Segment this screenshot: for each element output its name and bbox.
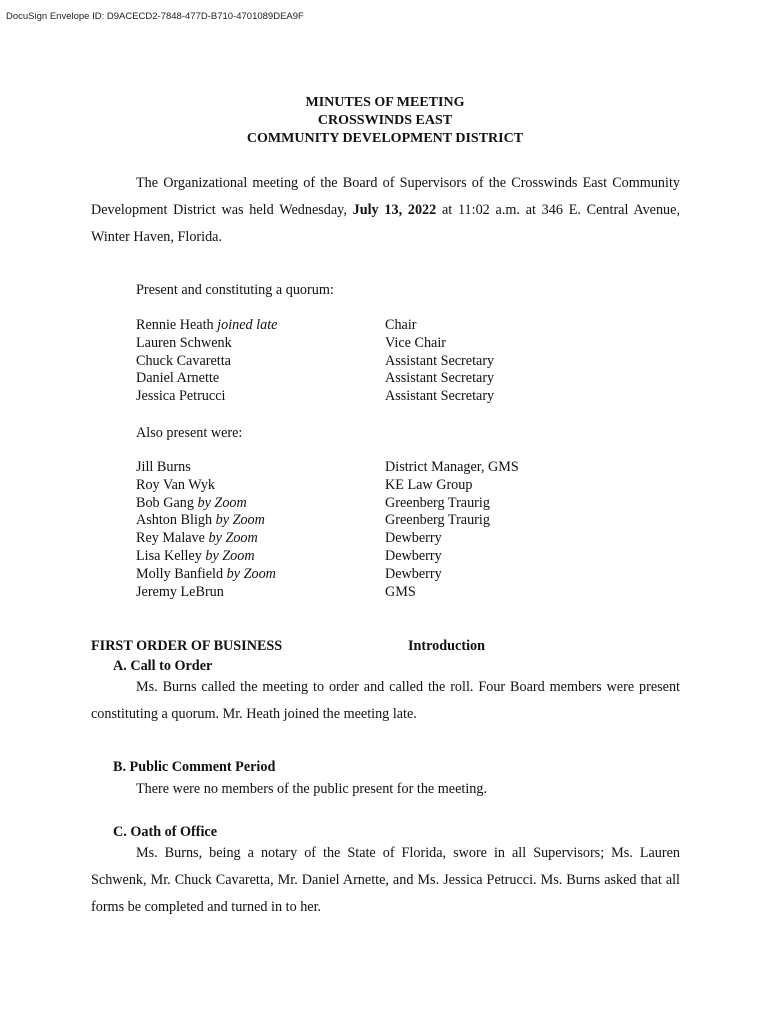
first-order-topic: Introduction [408,638,485,654]
quorum-attendee-role: Vice Chair [385,334,446,351]
also-attendee-role: Dewberry [385,565,442,582]
section-b-text: There were no members of the public present for the meeting. [136,781,488,797]
intro-text-after: at 11:02 a.m. at 346 E. Central Avenue, Winter Haven, Florida. [91,202,680,245]
meeting-date: July 13, 2022 [352,202,437,218]
title-line-3: COMMUNITY DEVELOPMENT DISTRICT [246,131,524,146]
attendee-name: Jeremy LeBrun [136,583,224,600]
quorum-label: Present and constituting a quorum: [136,282,334,298]
also-attendee-role: Greenberg Traurig [385,512,490,529]
also-attendee-name [136,495,247,512]
attendance-note: by Zoom [193,494,247,511]
section-b-heading: B. Public Comment Period [113,759,276,775]
also-attendee-role: District Manager, GMS [385,459,519,475]
attendance-note: by Zoom [212,512,265,529]
attendee-name: Chuck Cavaretta [136,352,231,369]
also-attendee-role: KE Law Group [385,476,473,493]
also-present-label: Also present were: [136,425,243,441]
attendee-name: Daniel Arnette [136,370,220,387]
attendee-name: Bob Gang [136,494,194,511]
section-c-heading: C. Oath of Office [113,824,218,840]
quorum-attendee-role: Chair [385,317,417,333]
attendee-name: Jill Burns [136,459,191,475]
also-attendee-name [136,566,276,583]
also-attendee-role: Greenberg Traurig [385,494,490,511]
attendee-name: Ashton Bligh [136,512,213,529]
section-c-text: Ms. Burns, being a notary of the State of Florida, swore in all Supervisors; Ms. Lauren Schwenk, Mr. Chuck Cavaretta, Mr. Daniel Arnette, and Ms. Jessica Petrucci. Ms. Burns asked that all forms be completed and turned in to her. [91,845,680,915]
quorum-attendee-name [136,317,277,334]
section-a-heading: A. Call to Order [113,658,213,674]
attendance-note: by Zoom [201,548,255,564]
quorum-attendee-name [136,370,219,387]
attendee-name: Roy Van Wyk [136,476,216,493]
also-attendee-role: Dewberry [385,548,442,564]
attendance-note: by Zoom [223,565,276,582]
document-title [0,94,770,148]
attendee-name: Lauren Schwenk [136,334,232,351]
attendee-name: Lisa Kelley [136,548,202,564]
also-attendee-name [136,512,265,529]
first-order-heading: FIRST ORDER OF BUSINESS [91,638,283,654]
intro-paragraph [91,170,680,251]
intro-text-before: The Organizational meeting of the Board of Supervisors of the Crosswinds East Community Development District was held Wednesday, [91,175,680,218]
quorum-attendee-name [136,353,231,370]
also-attendee-name [136,477,215,494]
quorum-attendee-name [136,388,225,405]
also-attendee-role: Dewberry [385,530,442,547]
attendee-name: Molly Banfield [136,565,224,582]
attendance-note: by Zoom [204,530,258,547]
quorum-attendee-role: Assistant Secretary [385,370,495,387]
attendance-note: joined late [213,317,278,333]
attendee-name: Rey Malave [136,530,205,547]
also-attendee-name [136,548,255,565]
also-attendee-name [136,459,191,476]
attendee-name: Jessica Petrucci [136,388,226,405]
attendee-name: Rennie Heath [136,317,214,333]
also-attendee-role: GMS [385,583,416,600]
also-attendee-name [136,584,224,601]
title-line-1: MINUTES OF MEETING [305,95,465,110]
section-a-text: Ms. Burns called the meeting to order and called the roll. Four Board members were present constituting a quorum. Mr. Heath joined the meeting late. [91,679,680,722]
quorum-attendee-role: Assistant Secretary [385,352,495,369]
quorum-attendee-name [136,335,232,352]
title-line-2: CROSSWINDS EAST [317,113,453,128]
also-attendee-name [136,530,258,547]
quorum-attendee-role: Assistant Secretary [385,388,495,405]
docusign-envelope-id: DocuSign Envelope ID: D9ACECD2-7848-477D-B710-4701089DEA9F [6,11,304,22]
